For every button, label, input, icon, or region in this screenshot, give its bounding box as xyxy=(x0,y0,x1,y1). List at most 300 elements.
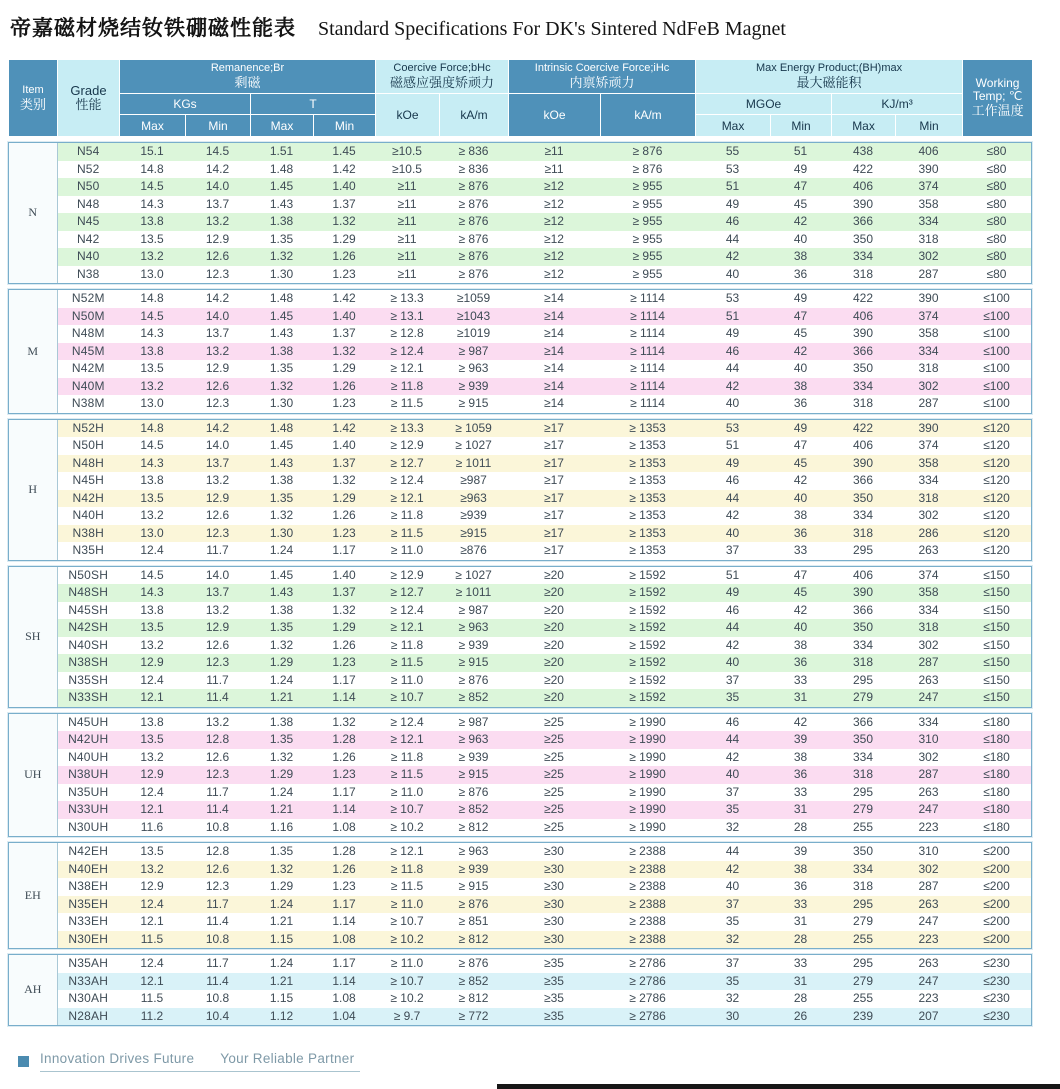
value-cell: 49 xyxy=(725,326,740,340)
value-cell: 13.5 xyxy=(140,620,164,634)
value-cell: ≥12 xyxy=(544,214,564,228)
grade-cell: N48 xyxy=(76,196,100,211)
value-cell: 36 xyxy=(793,266,808,281)
value-cell: 11.7 xyxy=(206,672,229,687)
value-cell: 263 xyxy=(918,896,939,911)
value-cell: ≥ 1027 xyxy=(455,438,492,452)
value-cell: 1.37 xyxy=(332,196,356,211)
temp-cell: ≤80 xyxy=(986,231,1007,246)
value-cell: ≥ 2786 xyxy=(629,1008,666,1023)
value-cell: 40 xyxy=(725,767,740,781)
grade-cell: N52M xyxy=(71,291,105,305)
temp-cell: ≤230 xyxy=(983,956,1010,970)
value-cell: 14.5 xyxy=(140,179,164,193)
grade-cell: N40EH xyxy=(68,861,109,876)
value-cell: 13.7 xyxy=(205,455,230,470)
value-cell: 302 xyxy=(918,508,939,522)
value-cell: 1.23 xyxy=(332,879,356,893)
table-row xyxy=(9,931,1031,949)
value-cell: ≥ 12.4 xyxy=(390,602,424,617)
value-cell: 14.0 xyxy=(205,308,230,323)
temp-cell: ≤180 xyxy=(983,802,1010,816)
value-cell: 12.3 xyxy=(205,879,230,893)
value-cell: 1.42 xyxy=(332,291,356,305)
value-cell: 334 xyxy=(852,378,874,393)
value-cell: 1.32 xyxy=(332,343,356,358)
grade-cell: N38 xyxy=(76,266,100,281)
table-row xyxy=(9,196,1031,214)
value-cell: 318 xyxy=(852,655,874,669)
table-row xyxy=(9,784,1031,802)
value-cell: 1.26 xyxy=(332,508,356,522)
value-cell: 12.3 xyxy=(205,655,230,669)
value-cell: 1.38 xyxy=(269,602,294,617)
value-cell: 358 xyxy=(918,196,939,211)
value-cell: 13.2 xyxy=(140,749,164,764)
value-cell: 318 xyxy=(852,525,874,540)
value-cell: 302 xyxy=(918,249,939,263)
value-cell: 14.5 xyxy=(140,438,164,452)
value-cell: 1.26 xyxy=(332,749,356,764)
value-cell: 1.23 xyxy=(332,767,356,781)
value-cell: ≥11 xyxy=(397,231,417,246)
value-cell: ≥ 2388 xyxy=(629,879,666,893)
value-cell: ≥ 1990 xyxy=(629,732,666,746)
value-cell: ≥ 852 xyxy=(458,973,489,988)
value-cell: 35 xyxy=(725,973,740,988)
table-row xyxy=(9,360,1031,378)
value-cell: 1.21 xyxy=(269,802,294,816)
value-cell: 13.0 xyxy=(140,396,164,410)
value-cell: 40 xyxy=(793,361,808,375)
value-cell: ≥ 1114 xyxy=(630,361,665,375)
value-cell: 33 xyxy=(793,672,808,687)
grade-cell: N40SH xyxy=(68,637,109,652)
value-cell: ≥17 xyxy=(544,525,564,540)
value-cell: ≥ 1059 xyxy=(455,420,492,435)
value-cell: 13.5 xyxy=(140,844,164,858)
grade-cell: N54 xyxy=(76,144,100,158)
value-cell: 12.9 xyxy=(140,879,164,893)
value-cell: 1.32 xyxy=(332,714,356,729)
value-cell: ≥ 11.8 xyxy=(390,637,424,652)
footer-slogan-1: Innovation Drives Future xyxy=(40,1051,195,1066)
temp-cell: ≤80 xyxy=(986,196,1007,211)
value-cell: ≥ 1353 xyxy=(629,473,666,487)
value-cell: 334 xyxy=(852,637,874,652)
unit-kgs: KGs xyxy=(120,94,251,115)
value-cell: 10.8 xyxy=(205,991,230,1005)
table-row xyxy=(9,213,1031,231)
section-UH xyxy=(8,713,1032,838)
value-cell: ≥ 939 xyxy=(458,749,489,764)
value-cell: 45 xyxy=(793,196,808,211)
value-cell: ≥25 xyxy=(544,732,564,746)
section-H xyxy=(8,419,1032,561)
value-cell: ≥20 xyxy=(544,672,564,687)
value-cell: 1.15 xyxy=(269,991,294,1005)
table-row xyxy=(9,749,1031,767)
value-cell: ≥ 11.0 xyxy=(390,896,424,911)
col-header-bhmax xyxy=(696,60,963,94)
value-cell: 1.24 xyxy=(269,784,294,799)
page-title xyxy=(10,12,1032,42)
value-cell: 334 xyxy=(918,602,939,617)
value-cell: 12.6 xyxy=(205,378,230,393)
value-cell: 11.7 xyxy=(206,784,229,799)
value-cell: 1.32 xyxy=(269,508,294,522)
value-cell: ≥14 xyxy=(544,326,564,340)
sub-t-max: Max xyxy=(251,115,314,137)
value-cell: 12.4 xyxy=(140,956,164,970)
value-cell: ≥17 xyxy=(544,473,564,487)
value-cell: ≥ 915 xyxy=(458,655,489,669)
value-cell: ≥ 915 xyxy=(458,767,489,781)
spec-table-header xyxy=(8,59,1033,137)
sub-kgs-max: Max xyxy=(120,115,186,137)
value-cell: 49 xyxy=(725,455,740,470)
value-cell: ≥ 11.8 xyxy=(390,378,424,393)
value-cell: 37 xyxy=(725,672,740,687)
value-cell: 47 xyxy=(793,567,808,582)
value-cell: 12.8 xyxy=(205,732,230,746)
value-cell: 13.5 xyxy=(140,490,164,505)
value-cell: ≥ 9.7 xyxy=(393,1008,421,1023)
value-cell: 1.35 xyxy=(269,732,294,746)
value-cell: 247 xyxy=(918,690,939,704)
value-cell: 49 xyxy=(793,161,808,176)
value-cell: ≥ 876 xyxy=(458,196,489,211)
grade-cell: N45 xyxy=(76,214,100,228)
value-cell: ≥ 851 xyxy=(458,914,489,928)
value-cell: 1.08 xyxy=(332,991,356,1005)
value-cell: 390 xyxy=(852,326,874,340)
value-cell: 10.4 xyxy=(205,1008,230,1023)
value-cell: 42 xyxy=(725,749,740,764)
col-header-bhmax-cn: 最大磁能积 xyxy=(796,75,862,90)
footer-slogan-2: Your Reliable Partner xyxy=(220,1051,355,1066)
value-cell: 42 xyxy=(725,249,740,263)
table-row xyxy=(9,973,1031,991)
table-row xyxy=(9,525,1031,543)
value-cell: ≥11 xyxy=(397,249,417,263)
value-cell: 247 xyxy=(918,973,939,988)
grade-cell: N45M xyxy=(71,343,105,358)
value-cell: 13.2 xyxy=(140,637,164,652)
value-cell: ≥ 2786 xyxy=(629,991,666,1005)
value-cell: 1.24 xyxy=(269,543,294,557)
value-cell: ≥ 939 xyxy=(458,861,489,876)
value-cell: ≥ 13.3 xyxy=(390,291,424,305)
value-cell: 13.2 xyxy=(140,861,164,876)
value-cell: 358 xyxy=(918,326,939,340)
value-cell: 42 xyxy=(725,861,740,876)
grade-cell: N50H xyxy=(72,438,104,452)
value-cell: 318 xyxy=(852,396,874,410)
footer xyxy=(18,1051,1032,1072)
section-M xyxy=(8,289,1032,414)
value-cell: 37 xyxy=(725,896,740,911)
value-cell: 13.2 xyxy=(205,714,230,729)
value-cell: 42 xyxy=(793,214,808,228)
value-cell: 12.9 xyxy=(205,231,230,246)
value-cell: 46 xyxy=(725,714,740,729)
value-cell: ≥25 xyxy=(544,819,564,834)
value-cell: 11.4 xyxy=(206,973,229,988)
temp-cell: ≤120 xyxy=(983,490,1010,505)
grade-cell: N45SH xyxy=(68,602,109,617)
value-cell: 295 xyxy=(852,543,874,557)
value-cell: ≥ 11.5 xyxy=(390,767,424,781)
value-cell: ≥ 12.7 xyxy=(390,585,424,599)
value-cell: 13.0 xyxy=(140,266,164,281)
item-cell: AH xyxy=(9,955,57,1025)
working-temp-en1: Working xyxy=(975,76,1020,90)
value-cell: 207 xyxy=(918,1008,939,1023)
table-row xyxy=(9,248,1031,266)
value-cell: 295 xyxy=(852,896,874,911)
value-cell: 334 xyxy=(852,749,874,764)
value-cell: 1.28 xyxy=(332,844,356,858)
value-cell: ≥17 xyxy=(544,508,564,522)
value-cell: 1.08 xyxy=(332,931,356,946)
value-cell: 13.2 xyxy=(205,602,230,617)
value-cell: ≥ 876 xyxy=(632,144,663,158)
value-cell: ≥11 xyxy=(397,266,417,281)
col-header-working-temp xyxy=(963,60,1033,137)
value-cell: ≥ 2786 xyxy=(629,973,666,988)
value-cell: 12.3 xyxy=(205,396,230,410)
table-row xyxy=(9,490,1031,508)
page-title-cn: 帝嘉磁材烧结钕铁硼磁性能表 xyxy=(10,17,296,40)
col-header-bhmax-en: Max Energy Product;(BH)max xyxy=(756,62,903,74)
table-row xyxy=(9,437,1031,455)
value-cell: 406 xyxy=(852,179,874,193)
value-cell: 1.32 xyxy=(269,749,294,764)
value-cell: 38 xyxy=(793,249,808,263)
value-cell: ≥ 876 xyxy=(458,784,489,799)
value-cell: ≥ 812 xyxy=(458,991,489,1005)
value-cell: 13.7 xyxy=(205,196,230,211)
value-cell: 334 xyxy=(852,508,874,522)
table-row xyxy=(9,990,1031,1008)
value-cell: 11.5 xyxy=(140,991,164,1005)
table-row xyxy=(9,567,1031,585)
temp-cell: ≤150 xyxy=(983,655,1010,669)
value-cell: ≥ 1114 xyxy=(630,343,665,358)
value-cell: ≥14 xyxy=(544,308,564,323)
value-cell: ≥ 1353 xyxy=(629,438,666,452)
value-cell: 40 xyxy=(725,655,740,669)
value-cell: ≥ 987 xyxy=(458,343,489,358)
value-cell: 1.17 xyxy=(332,784,356,799)
table-row xyxy=(9,178,1031,196)
value-cell: 1.26 xyxy=(332,378,356,393)
value-cell: 390 xyxy=(918,161,939,176)
value-cell: ≥ 10.7 xyxy=(390,690,424,704)
unit-kjm3: KJ/m³ xyxy=(832,94,963,115)
value-cell: ≥ 10.7 xyxy=(390,973,424,988)
value-cell: 12.4 xyxy=(140,672,164,687)
footer-logo-icon xyxy=(18,1056,29,1067)
sections xyxy=(8,142,1032,1026)
value-cell: 1.35 xyxy=(269,490,294,505)
value-cell: ≥ 939 xyxy=(458,637,489,652)
value-cell: ≥ 836 xyxy=(458,144,489,158)
sub-mgoe-min: Min xyxy=(771,115,832,137)
value-cell: 374 xyxy=(918,308,939,323)
col-header-remanence-cn: 剩磁 xyxy=(234,75,261,90)
value-cell: ≥ 1114 xyxy=(630,308,665,323)
value-cell: 1.37 xyxy=(332,326,356,340)
value-cell: ≥ 2786 xyxy=(629,956,666,970)
value-cell: ≥ 12.4 xyxy=(390,343,424,358)
value-cell: 12.3 xyxy=(205,266,230,281)
value-cell: 12.3 xyxy=(205,525,230,540)
value-cell: 10.8 xyxy=(205,819,230,834)
value-cell: 11.4 xyxy=(206,914,229,928)
table-row xyxy=(9,143,1031,161)
value-cell: 287 xyxy=(918,767,939,781)
value-cell: 45 xyxy=(793,326,808,340)
table-row xyxy=(9,878,1031,896)
value-cell: ≥17 xyxy=(544,543,564,557)
value-cell: 12.9 xyxy=(205,490,230,505)
temp-cell: ≤100 xyxy=(983,308,1010,323)
value-cell: ≥ 939 xyxy=(458,378,489,393)
value-cell: ≥ 876 xyxy=(458,266,489,281)
value-cell: ≥ 12.1 xyxy=(390,732,424,746)
value-cell: 366 xyxy=(852,473,874,487)
table-row xyxy=(9,602,1031,620)
value-cell: 279 xyxy=(852,914,874,928)
value-cell: ≥25 xyxy=(544,784,564,799)
value-cell: ≥ 955 xyxy=(632,249,663,263)
value-cell: 13.2 xyxy=(205,343,230,358)
value-cell: 1.12 xyxy=(269,1008,294,1023)
value-cell: ≥ 1114 xyxy=(630,291,665,305)
value-cell: 40 xyxy=(725,525,740,540)
value-cell: 44 xyxy=(725,620,740,634)
temp-cell: ≤120 xyxy=(983,525,1010,540)
value-cell: 40 xyxy=(793,231,808,246)
value-cell: ≥10.5 xyxy=(392,161,422,176)
value-cell: 350 xyxy=(852,231,874,246)
value-cell: 1.23 xyxy=(332,266,356,281)
value-cell: ≥ 1592 xyxy=(629,567,666,582)
value-cell: 37 xyxy=(725,784,740,799)
page-title-en: Standard Specifications For DK's Sintered NdFeB Magnet xyxy=(318,18,786,40)
value-cell: 11.7 xyxy=(206,896,229,911)
table-row xyxy=(9,1008,1031,1026)
value-cell: ≥ 836 xyxy=(458,161,489,176)
value-cell: 366 xyxy=(852,214,874,228)
value-cell: 12.9 xyxy=(205,620,230,634)
grade-cell: N40 xyxy=(76,249,100,263)
grade-cell: N50SH xyxy=(68,567,109,582)
grade-cell: N40H xyxy=(72,508,104,522)
value-cell: 1.29 xyxy=(332,361,356,375)
value-cell: 1.40 xyxy=(332,179,356,193)
value-cell: 12.1 xyxy=(140,802,164,816)
value-cell: 36 xyxy=(793,525,808,540)
value-cell: 1.04 xyxy=(332,1008,356,1023)
value-cell: 263 xyxy=(918,784,939,799)
grade-cell: N45H xyxy=(72,473,104,487)
value-cell: 334 xyxy=(918,714,939,729)
value-cell: 49 xyxy=(725,196,740,211)
value-cell: 14.3 xyxy=(140,455,164,470)
value-cell: ≥17 xyxy=(544,420,564,435)
col-header-remanence-en: Remanence;Br xyxy=(210,62,285,74)
value-cell: ≥ 11.0 xyxy=(390,672,424,687)
value-cell: ≥939 xyxy=(460,508,487,522)
value-cell: 35 xyxy=(725,802,740,816)
value-cell: 13.5 xyxy=(140,231,164,246)
value-cell: ≥ 12.4 xyxy=(390,714,424,729)
value-cell: 1.51 xyxy=(269,144,294,158)
value-cell: 318 xyxy=(918,490,939,505)
value-cell: 13.5 xyxy=(140,361,164,375)
temp-cell: ≤200 xyxy=(983,931,1010,946)
unit-ihc-kam: kA/m xyxy=(601,94,696,137)
value-cell: 13.2 xyxy=(140,508,164,522)
value-cell: 1.40 xyxy=(332,438,356,452)
value-cell: 1.08 xyxy=(332,819,356,834)
value-cell: ≥ 812 xyxy=(458,819,489,834)
value-cell: 1.37 xyxy=(332,455,356,470)
value-cell: 366 xyxy=(852,602,874,617)
value-cell: ≥12 xyxy=(544,179,564,193)
value-cell: 53 xyxy=(725,420,740,435)
table-row xyxy=(9,542,1031,560)
value-cell: 13.2 xyxy=(140,378,164,393)
table-row xyxy=(9,395,1031,413)
value-cell: ≥11 xyxy=(397,179,417,193)
value-cell: 422 xyxy=(852,420,874,435)
temp-cell: ≤150 xyxy=(983,690,1010,704)
value-cell: ≥11 xyxy=(397,214,417,228)
value-cell: ≥17 xyxy=(544,438,564,452)
temp-cell: ≤180 xyxy=(983,714,1010,729)
value-cell: ≥ 12.9 xyxy=(390,438,424,452)
value-cell: 1.17 xyxy=(332,896,356,911)
value-cell: ≥ 1353 xyxy=(629,508,666,522)
value-cell: 287 xyxy=(918,396,939,410)
value-cell: ≥915 xyxy=(460,525,487,540)
value-cell: ≥14 xyxy=(544,343,564,358)
value-cell: 1.21 xyxy=(269,973,294,988)
value-cell: 1.48 xyxy=(269,291,294,305)
value-cell: ≥ 12.4 xyxy=(390,473,424,487)
value-cell: 42 xyxy=(793,714,808,729)
value-cell: 1.29 xyxy=(269,879,294,893)
value-cell: 31 xyxy=(793,690,808,704)
temp-cell: ≤180 xyxy=(983,732,1010,746)
temp-cell: ≤80 xyxy=(986,161,1007,176)
value-cell: ≥30 xyxy=(544,931,564,946)
temp-cell: ≤100 xyxy=(983,343,1010,358)
value-cell: 33 xyxy=(793,543,808,557)
value-cell: 15.1 xyxy=(140,144,164,158)
value-cell: 13.2 xyxy=(205,214,230,228)
value-cell: ≥14 xyxy=(544,291,564,305)
unit-bhc-koe: kOe xyxy=(376,94,440,137)
value-cell: 39 xyxy=(793,844,808,858)
value-cell: 40 xyxy=(793,620,808,634)
value-cell: 1.42 xyxy=(332,420,356,435)
value-cell: 1.23 xyxy=(332,396,356,410)
